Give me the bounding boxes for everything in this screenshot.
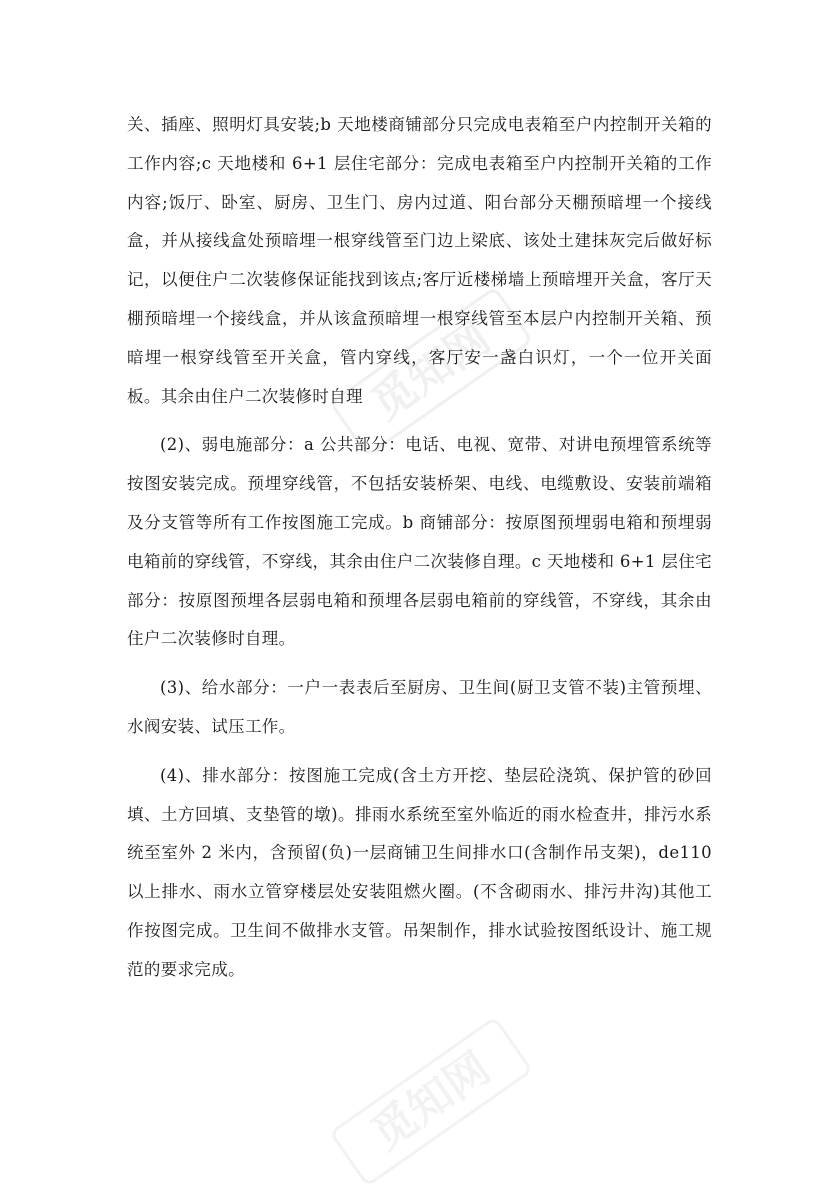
watermark-text-bottom: 觅知网	[362, 1042, 500, 1160]
paragraph-drainage: (4)、排水部分：按图施工完成(含土方开挖、垫层砼浇筑、保护管的砂回填、土方回填、支垫管的墩)。排雨水系统至室外临近的雨水检查井，排污水系统至室外 2 米内，含预留(负)一层商铺卫生间排水口(含制作吊支架)，de110 以上排水、雨水立管穿楼层处安装阻燃火圈。(不含砌雨水、排污井沟)其他工作按图完成。卫生间不做排水支管。吊架制作，排水试验按图纸设计、施工规范的要求完成。	[127, 765, 712, 979]
watermark-text: 觅知网	[362, 312, 500, 430]
paragraph-weak-current: (2)、弱电施部分：a 公共部分：电话、电视、宽带、对讲电预埋管系统等按图安装完成。预埋穿线管，不包括安装桥架、电线、电缆敷设、安装前端箱及分支管等所有工作按图施工完成。b 商铺部分：按原图预埋弱电箱和预埋弱电箱前的穿线管，不穿线，其余由住户二次装修自理。c 天地楼和 6+1 层住宅部分：按原图预埋各层弱电箱和预埋各层弱电箱前的穿线管，不穿线，其余由住户二次装修时自理。	[127, 435, 712, 649]
paragraph-water-supply: (3)、给水部分：一户一表表后至厨房、卫生间(厨卫支管不装)主管预埋、水阀安装、试压工作。	[127, 678, 712, 736]
watermark-logo-bottom	[300, 1000, 560, 1200]
document-body	[127, 106, 712, 1000]
paragraph-electrical-continued: 关、插座、照明灯具安装;b 天地楼商铺部分只完成电表箱至户内控制开关箱的工作内容;c 天地楼和 6+1 层住宅部分：完成电表箱至户内控制开关箱的工作内容;饭厅、卧室、厨房、卫生门、房内过道、阳台部分天棚预暗埋一个接线盒，并从接线盒处预暗埋一根穿线管至门边上梁底、该处土建抹灰完后做好标记，以便住户二次装修保证能找到该点;客厅近楼梯墙上预暗埋开关盒，客厅天棚预暗埋一个接线盒，并从该盒预暗埋一根穿线管至本层户内控制开关箱、预暗埋一根穿线管至开关盒，管内穿线，客厅安一盏白识灯，一个一位开关面板。其余由住户二次装修时自理	[127, 115, 712, 406]
